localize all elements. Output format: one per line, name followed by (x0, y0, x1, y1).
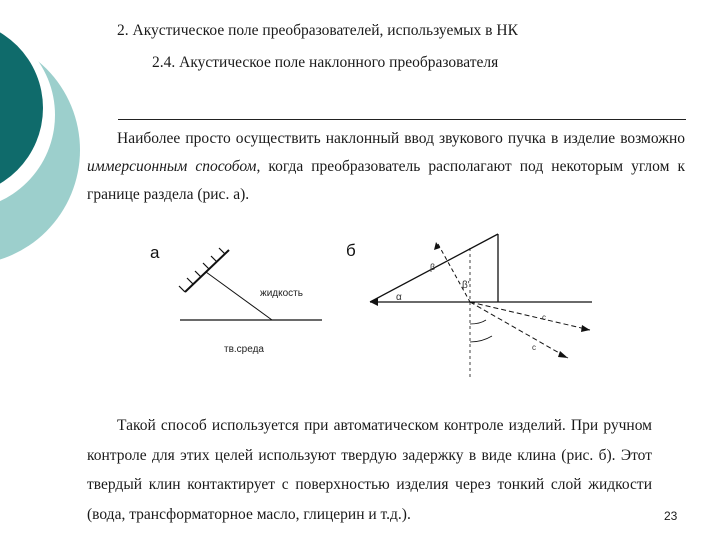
ct-mark: c (532, 343, 536, 352)
page-number: 23 (664, 509, 678, 523)
solid-label: тв.среда (224, 344, 264, 355)
divider (118, 119, 686, 120)
section-title: 2. Акустическое поле преобразователей, используемых в НК (117, 22, 518, 39)
paragraph-1-italic: иммерсионным способом (87, 158, 257, 175)
figure-a-label: а (150, 243, 160, 262)
liquid-label: жидкость (260, 288, 303, 299)
wedge-alpha-mark: α (396, 292, 402, 303)
subsection-title: 2.4. Акустическое поле наклонного преобразователя (152, 54, 499, 71)
paragraph-2 (87, 411, 652, 529)
transverse-beam (470, 302, 568, 358)
angle-mark: β' (462, 280, 470, 291)
longitudinal-arrow (581, 325, 590, 332)
paragraph-1-end: , когда преобразователь располагают под некоторым углом к границе раздела (рис. а). (87, 158, 686, 203)
paragraph-1-start: Наиболее просто осуществить наклонный ввод звукового пучка в изделие возможно (117, 130, 685, 147)
refraction-arc-1 (470, 320, 486, 324)
refraction-arc-2 (470, 336, 492, 342)
figure-b-label: б (346, 241, 356, 260)
paragraph-2-text: Такой способ используется при автоматическом контроле изделий. При ручном контроле для этих целей используют твердую задержку в виде клина (рис. б). Этот твердый клин контактирует с поверхностью изделия через тонкий слой жидкости (вода, трансформаторное масло, глицерин и т.д.). (87, 417, 652, 523)
paragraph-1 (87, 125, 685, 209)
transducer-hatch (179, 248, 229, 292)
longitudinal-beam (470, 302, 590, 330)
transverse-arrow (558, 351, 568, 358)
decorative-circles (0, 0, 80, 290)
beta-mark: β (430, 262, 436, 272)
refraction-figure (140, 228, 600, 380)
cl-mark: c (542, 313, 546, 322)
incident-beam-b (438, 244, 470, 302)
